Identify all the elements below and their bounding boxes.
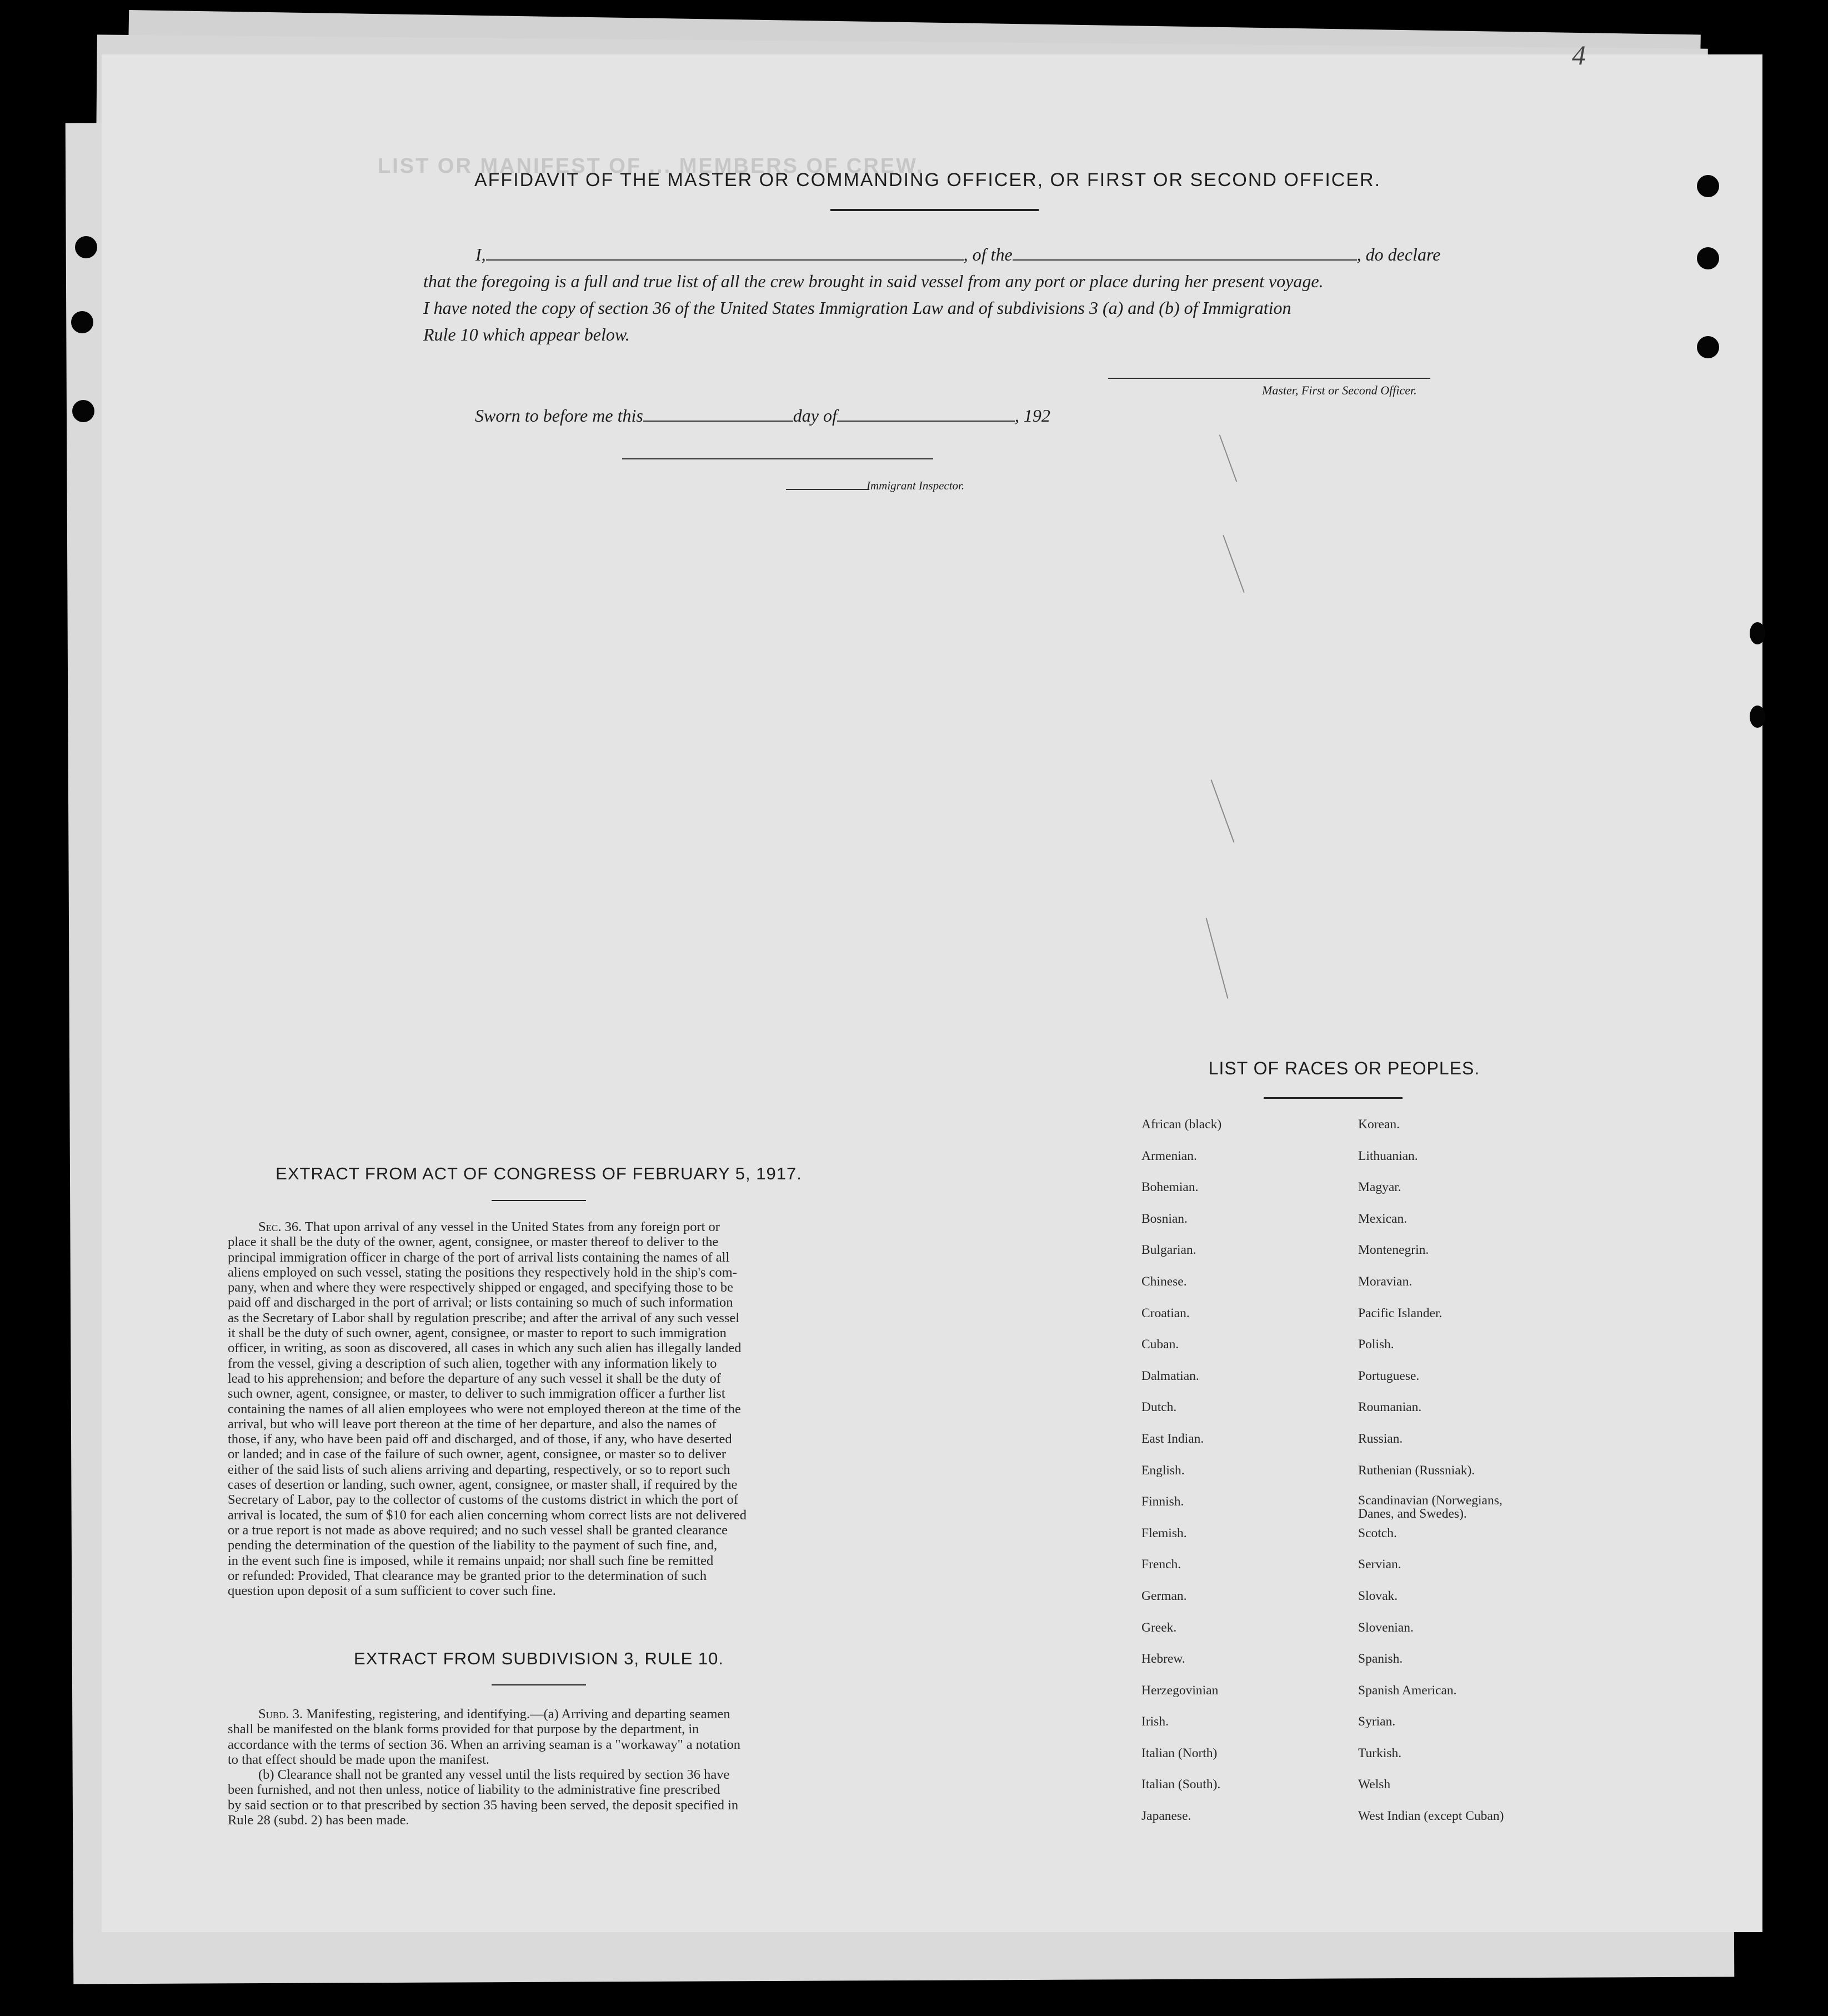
title-rule [830,209,1039,211]
law-line: pany, when and where they were respectively shipped or engaged, and specifying those to be [228,1280,734,1295]
race-item: Korean. [1358,1117,1400,1132]
law-line: place it shall be the duty of the owner, agent, consignee, or master thereof to deliver to the [228,1234,719,1250]
race-item: Scotch. [1358,1525,1397,1540]
rule-line: to that effect should be made upon the manifest. [228,1752,490,1767]
race-item: Moravian. [1358,1274,1413,1289]
law-line: or landed; and in case of the failure of such owner, agent, consignee, or master so to deliver [228,1447,727,1462]
law-line: in the event such fine is imposed, while it remains unpaid; nor shall such fine be remitted [228,1553,714,1568]
law-line: lead to his apprehension; and before the departure of any such vessel it shall be the duty of [228,1370,721,1386]
race-item: Magyar. [1358,1180,1401,1195]
law-line: paid off and discharged in the port of arrival; or lists containing so much of such information [228,1295,733,1310]
rule-10-text [228,1707,850,1828]
of-the-label: , of the [963,244,1013,264]
punch-hole [1750,706,1765,728]
race-item: Dutch. [1141,1400,1177,1415]
declaration-line-2: that the foregoing is a full and true list of all the crew brought in said vessel from any port or place during her present voyage. [423,271,1324,291]
affidavit-title: AFFIDAVIT OF THE MASTER OR COMMANDING OFFICER, OR FIRST OR SECOND OFFICER. [474,169,1381,191]
master-signature-field[interactable] [1108,378,1430,379]
race-item: Ruthenian (Russniak). [1358,1463,1475,1478]
section-label: Sec. 36. [258,1219,302,1234]
law-line: from the vessel, giving a description of such alien, together with any information likely to [228,1355,717,1371]
extract-act-title: EXTRACT FROM ACT OF CONGRESS OF FEBRUARY 5, 1917. [276,1164,802,1183]
race-item: Japanese. [1141,1809,1191,1824]
punch-hole [1697,175,1719,197]
race-item: Herzegovinian [1141,1683,1219,1698]
declaration-line-3: I have noted the copy of section 36 of the United States Immigration Law and of subdivisions 3 (a) and (b) of Immigration [423,298,1291,318]
sworn-year-label: , 192 [1014,406,1050,426]
declaration-line-1 [475,244,1440,265]
race-item: German. [1141,1588,1187,1603]
race-item: Slovak. [1358,1588,1398,1603]
race-item: Hebrew. [1141,1652,1185,1667]
declarant-name-field[interactable] [486,259,964,261]
punch-hole [1697,336,1719,358]
sworn-month-field[interactable] [837,421,1015,422]
law-line: it shall be the duty of such owner, agent, consignee, or master to report to such immigration [228,1325,727,1341]
sworn-day-field[interactable] [643,421,793,422]
races-title: LIST OF RACES OR PEOPLES. [1208,1058,1480,1078]
law-line: as the Secretary of Labor shall by regulation prescribe; and after the arrival of any such vessel [228,1310,740,1325]
punch-hole [71,311,93,333]
page-number: 4 [1572,39,1586,71]
race-item: Servian. [1358,1557,1401,1572]
rule-line: accordance with the terms of section 36. When an arriving seaman is a "workaway" a notation [228,1737,741,1752]
law-line: or a true report is not made as above required; and no such vessel shall be granted clearance [228,1522,728,1538]
race-item: Croatian. [1141,1305,1190,1320]
law-line: Secretary of Labor, pay to the collector of customs of the customs district in which the port of [228,1492,738,1508]
race-item: Turkish. [1358,1745,1402,1760]
rule-line: (b) Clearance shall not be granted any vessel until the lists required by section 36 have [258,1767,730,1783]
vessel-name-field[interactable] [1013,259,1357,261]
race-item: Scandinavian (Norwegians, Danes, and Swedes). [1358,1493,1503,1522]
punch-hole [1750,622,1765,644]
rule-line: Rule 28 (subd. 2) has been made. [228,1813,409,1828]
race-item: Spanish. [1358,1652,1403,1667]
law-line: aliens employed on such vessel, stating the positions they respectively hold in the ship's com- [228,1264,737,1280]
race-item: Dalmatian. [1141,1368,1199,1383]
race-item: Finnish. [1141,1494,1184,1509]
law-line: arrival, but who will leave port thereon at the time of her departure, and also the names of [228,1416,717,1432]
rule-line: Manifesting, registering, and identifying.—(a) Arriving and departing seamen [306,1707,730,1722]
inspector-name-field[interactable] [786,489,869,490]
do-declare-label: , do declare [1356,244,1441,264]
law-line: such owner, agent, consignee, or master, to deliver to such immigration officer a further list [228,1386,725,1402]
law-line: either of the said lists of such aliens arriving and departing, respectively, or so to report such [228,1462,730,1477]
race-item: Welsh [1358,1777,1391,1792]
law-line: pending the determination of the question of the liability to the payment of such fine, and, [228,1538,718,1553]
law-line: arrival is located, the sum of $10 for each alien concerning whom correct lists are not delivered [228,1507,747,1523]
law-line: cases of desertion or landing, such owner, agent, consignee, or master shall, if required by the [228,1477,738,1493]
race-item: Portuguese. [1358,1368,1420,1383]
sworn-prefix: Sworn to before me this [475,406,643,426]
race-item: Roumanian. [1358,1400,1422,1415]
race-item: Cuban. [1141,1337,1179,1352]
race-item: Pacific Islander. [1358,1305,1443,1320]
race-item: Armenian. [1141,1148,1197,1163]
law-line: containing the names of all alien employees who were not employed thereon at the time of the [228,1401,741,1417]
race-item: Greek. [1141,1620,1177,1635]
title-rule [492,1684,586,1685]
race-item: Polish. [1358,1337,1394,1352]
race-item: Lithuanian. [1358,1148,1418,1163]
race-item: Italian (North) [1141,1745,1218,1760]
rule-line: by said section or to that prescribed by section 35 having been served, the deposit specified in [228,1797,739,1813]
race-item: Chinese. [1141,1274,1187,1289]
law-line: or refunded: Provided, That clearance may be granted prior to the determination of such [228,1568,707,1583]
declaration-line-4: Rule 10 which appear below. [423,324,630,344]
rule-line: been furnished, and not then unless, notice of liability to the administrative fine prescribed [228,1782,720,1798]
punch-hole [72,400,94,422]
section-36-text [228,1219,850,1598]
law-line: That upon arrival of any vessel in the United States from any foreign port or [304,1219,720,1234]
law-line: principal immigration officer in charge of the port of arrival lists containing the names of all [228,1249,730,1265]
race-item: English. [1141,1463,1185,1478]
race-item: French. [1141,1557,1181,1572]
day-of-label: day of [793,406,837,426]
race-item: Syrian. [1358,1714,1396,1729]
race-item: Flemish. [1141,1525,1187,1540]
races-column-left [1141,1117,1221,1840]
race-item: West Indian (except Cuban) [1358,1809,1504,1824]
sworn-line [475,406,1050,426]
law-line: officer, in writing, as soon as discovered, all cases in which any such alien has illegally landed [228,1340,742,1356]
race-item: East Indian. [1141,1431,1204,1446]
punch-hole [75,236,97,258]
race-item: Bosnian. [1141,1211,1188,1226]
title-rule [492,1200,586,1201]
race-item: Bohemian. [1141,1180,1199,1195]
inspector-signature-field[interactable] [622,458,933,459]
punch-hole [1697,247,1719,269]
race-item: Irish. [1141,1714,1169,1729]
inspector-label: Immigrant Inspector. [867,479,965,492]
race-item: Mexican. [1358,1211,1408,1226]
law-line: question upon deposit of a sum sufficient to cover such fine. [228,1583,556,1599]
race-item: Slovenian. [1358,1620,1414,1635]
race-item: African (black) [1141,1117,1222,1132]
master-signature-label: Master, First or Second Officer. [1262,383,1417,397]
subdivision-label: Subd. 3. [258,1707,303,1722]
title-rule [1264,1097,1403,1099]
extract-rule-title: EXTRACT FROM SUBDIVISION 3, RULE 10. [354,1649,724,1668]
rule-line: shall be manifested on the blank forms provided for that purpose by the department, in [228,1722,699,1737]
race-item: Bulgarian. [1141,1243,1196,1258]
race-item: Spanish American. [1358,1683,1457,1698]
race-item: Italian (South). [1141,1777,1221,1792]
law-line: those, if any, who have been paid off and discharged, and of those, if any, who have deserted [228,1432,732,1447]
race-item: Russian. [1358,1431,1403,1446]
races-column-right [1358,1117,1541,1840]
declarant-prefix: I, [475,244,486,264]
race-item: Montenegrin. [1358,1243,1429,1258]
ghost-heading: LIST OR MANIFEST OF ... MEMBERS OF CREW. [378,154,924,178]
